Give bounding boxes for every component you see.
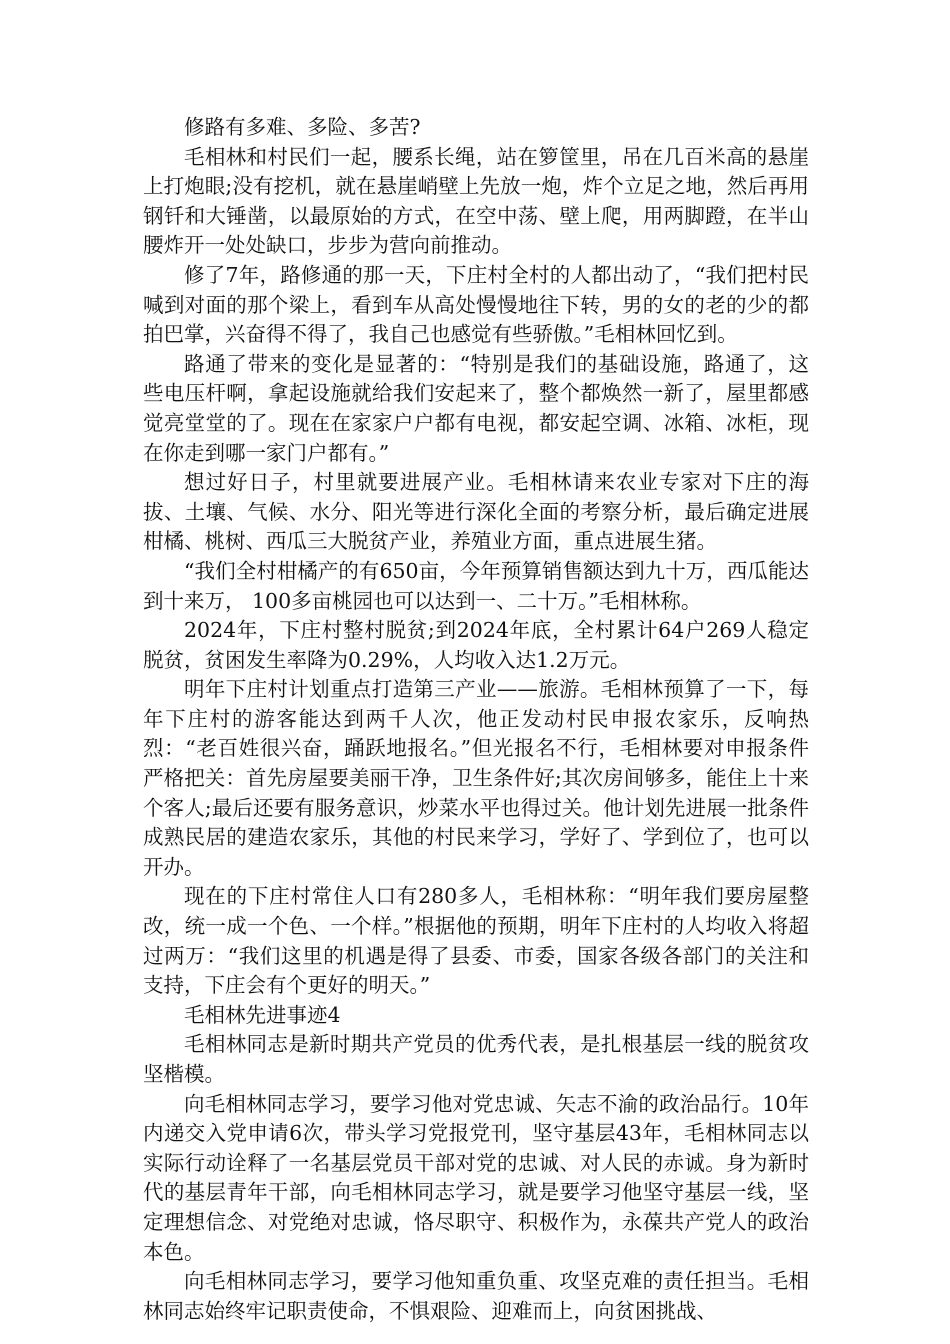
- paragraph-poverty-stats: 2024年，下庄村整村脱贫;到2024年底，全村累计64户269人稳定脱贫，贫困发生率降为0.29%，人均收入达1.2万元。: [143, 618, 809, 672]
- paragraph-industry-development: 想过好日子，村里就要进展产业。毛相林请来农业专家对下庄的海拔、土壤、气候、水分、阳光等进行深化全面的考察分析，最后确定进展柑橘、桃树、西瓜三大脱贫产业，养殖业方面，重点进展生猪。: [143, 470, 809, 554]
- paragraph-cliff-blasting: 毛相林和村民们一起，腰系长绳，站在箩筐里，吊在几百米高的悬崖上打炮眼;没有挖机，就在悬崖峭壁上先放一炮，炸个立足之地，然后再用钢钎和大锤凿，以最原始的方式，在空中荡、壁上爬，用两脚蹬，在半山腰炸开一处处缺口，步步为营向前推动。: [143, 144, 809, 258]
- document-body: [143, 113, 809, 1326]
- paragraph-responsibility: 向毛相林同志学习，要学习他知重负重、攻坚克难的责任担当。毛相林同志始终牢记职责使命，不惧艰险、迎难而上，向贫困挑战、: [143, 1269, 809, 1323]
- section-heading: 毛相林先进事迹4: [184, 1002, 341, 1027]
- paragraph-loyalty: 向毛相林同志学习，要学习他对党忠诚、矢志不渝的政治品行。10年内递交入党申请6次，带头学习党报党刊，坚守基层43年，毛相林同志以实际行动诠释了一名基层党员干部对党的忠诚、对人民的赤诚。身为新时代的基层青年干部，向毛相林同志学习，就是要学习他坚守基层一线，坚定理想信念、对党绝对忠诚，恪尽职守、积极作为，永葆共产党人的政治本色。: [143, 1091, 809, 1264]
- paragraph-road-opening-day: 修了7年，路修通的那一天，下庄村全村的人都出动了，“我们把村民喊到对面的那个梁上，看到车从高处慢慢地往下转，男的女的老的少的都拍巴掌，兴奋得不得了，我自己也感觉有些骄傲。”毛相林回忆到。: [143, 262, 809, 347]
- paragraph-tourism-plan: 明年下庄村计划重点打造第三产业——旅游。毛相林预算了一下，每年下庄村的游客能达到两千人次，他正发动村民申报农家乐，反响热烈：“老百姓很兴奋，踊跃地报名。”但光报名不行，毛相林要对申报条件严格把关：首先房屋要美丽干净，卫生条件好;其次房间够多，能住上十来个客人;最后还要有服务意识，炒菜水平也得过关。他计划先进展一批条件成熟民居的建造农家乐，其他的村民来学习，学好了、学到位了，也可以开办。: [143, 677, 809, 879]
- paragraph-road-changes: 路通了带来的变化是显著的：“特别是我们的基础设施，路通了，这些电压杆啊，拿起设施就给我们安起来了，整个都焕然一新了，屋里都感觉亮堂堂的了。现在在家家户户都有电视，都安起空调、冰箱、冰柜，现在你走到哪一家门户都有。”: [143, 351, 809, 465]
- paragraph-crop-output: “我们全村柑橘产的有650亩，今年预算销售额达到九十万，西瓜能达到十来万， 100多亩桃园也可以达到一、二十万。”毛相林称。: [143, 558, 809, 613]
- paragraph-model-intro: 毛相林同志是新时期共产党员的优秀代表，是扎根基层一线的脱贫攻坚楷模。: [143, 1032, 809, 1086]
- paragraph-road-difficulty-question: 修路有多难、多险、多苦?: [184, 115, 421, 139]
- paragraph-population-income: 现在的下庄村常住人口有280多人，毛相林称：“明年我们要房屋整改，统一成一个色、一个样。”根据他的预期，明年下庄村的人均收入将超过两万：“我们这里的机遇是得了县委、市委，国家各级各部门的关注和支持，下庄会有个更好的明天。”: [143, 884, 809, 998]
